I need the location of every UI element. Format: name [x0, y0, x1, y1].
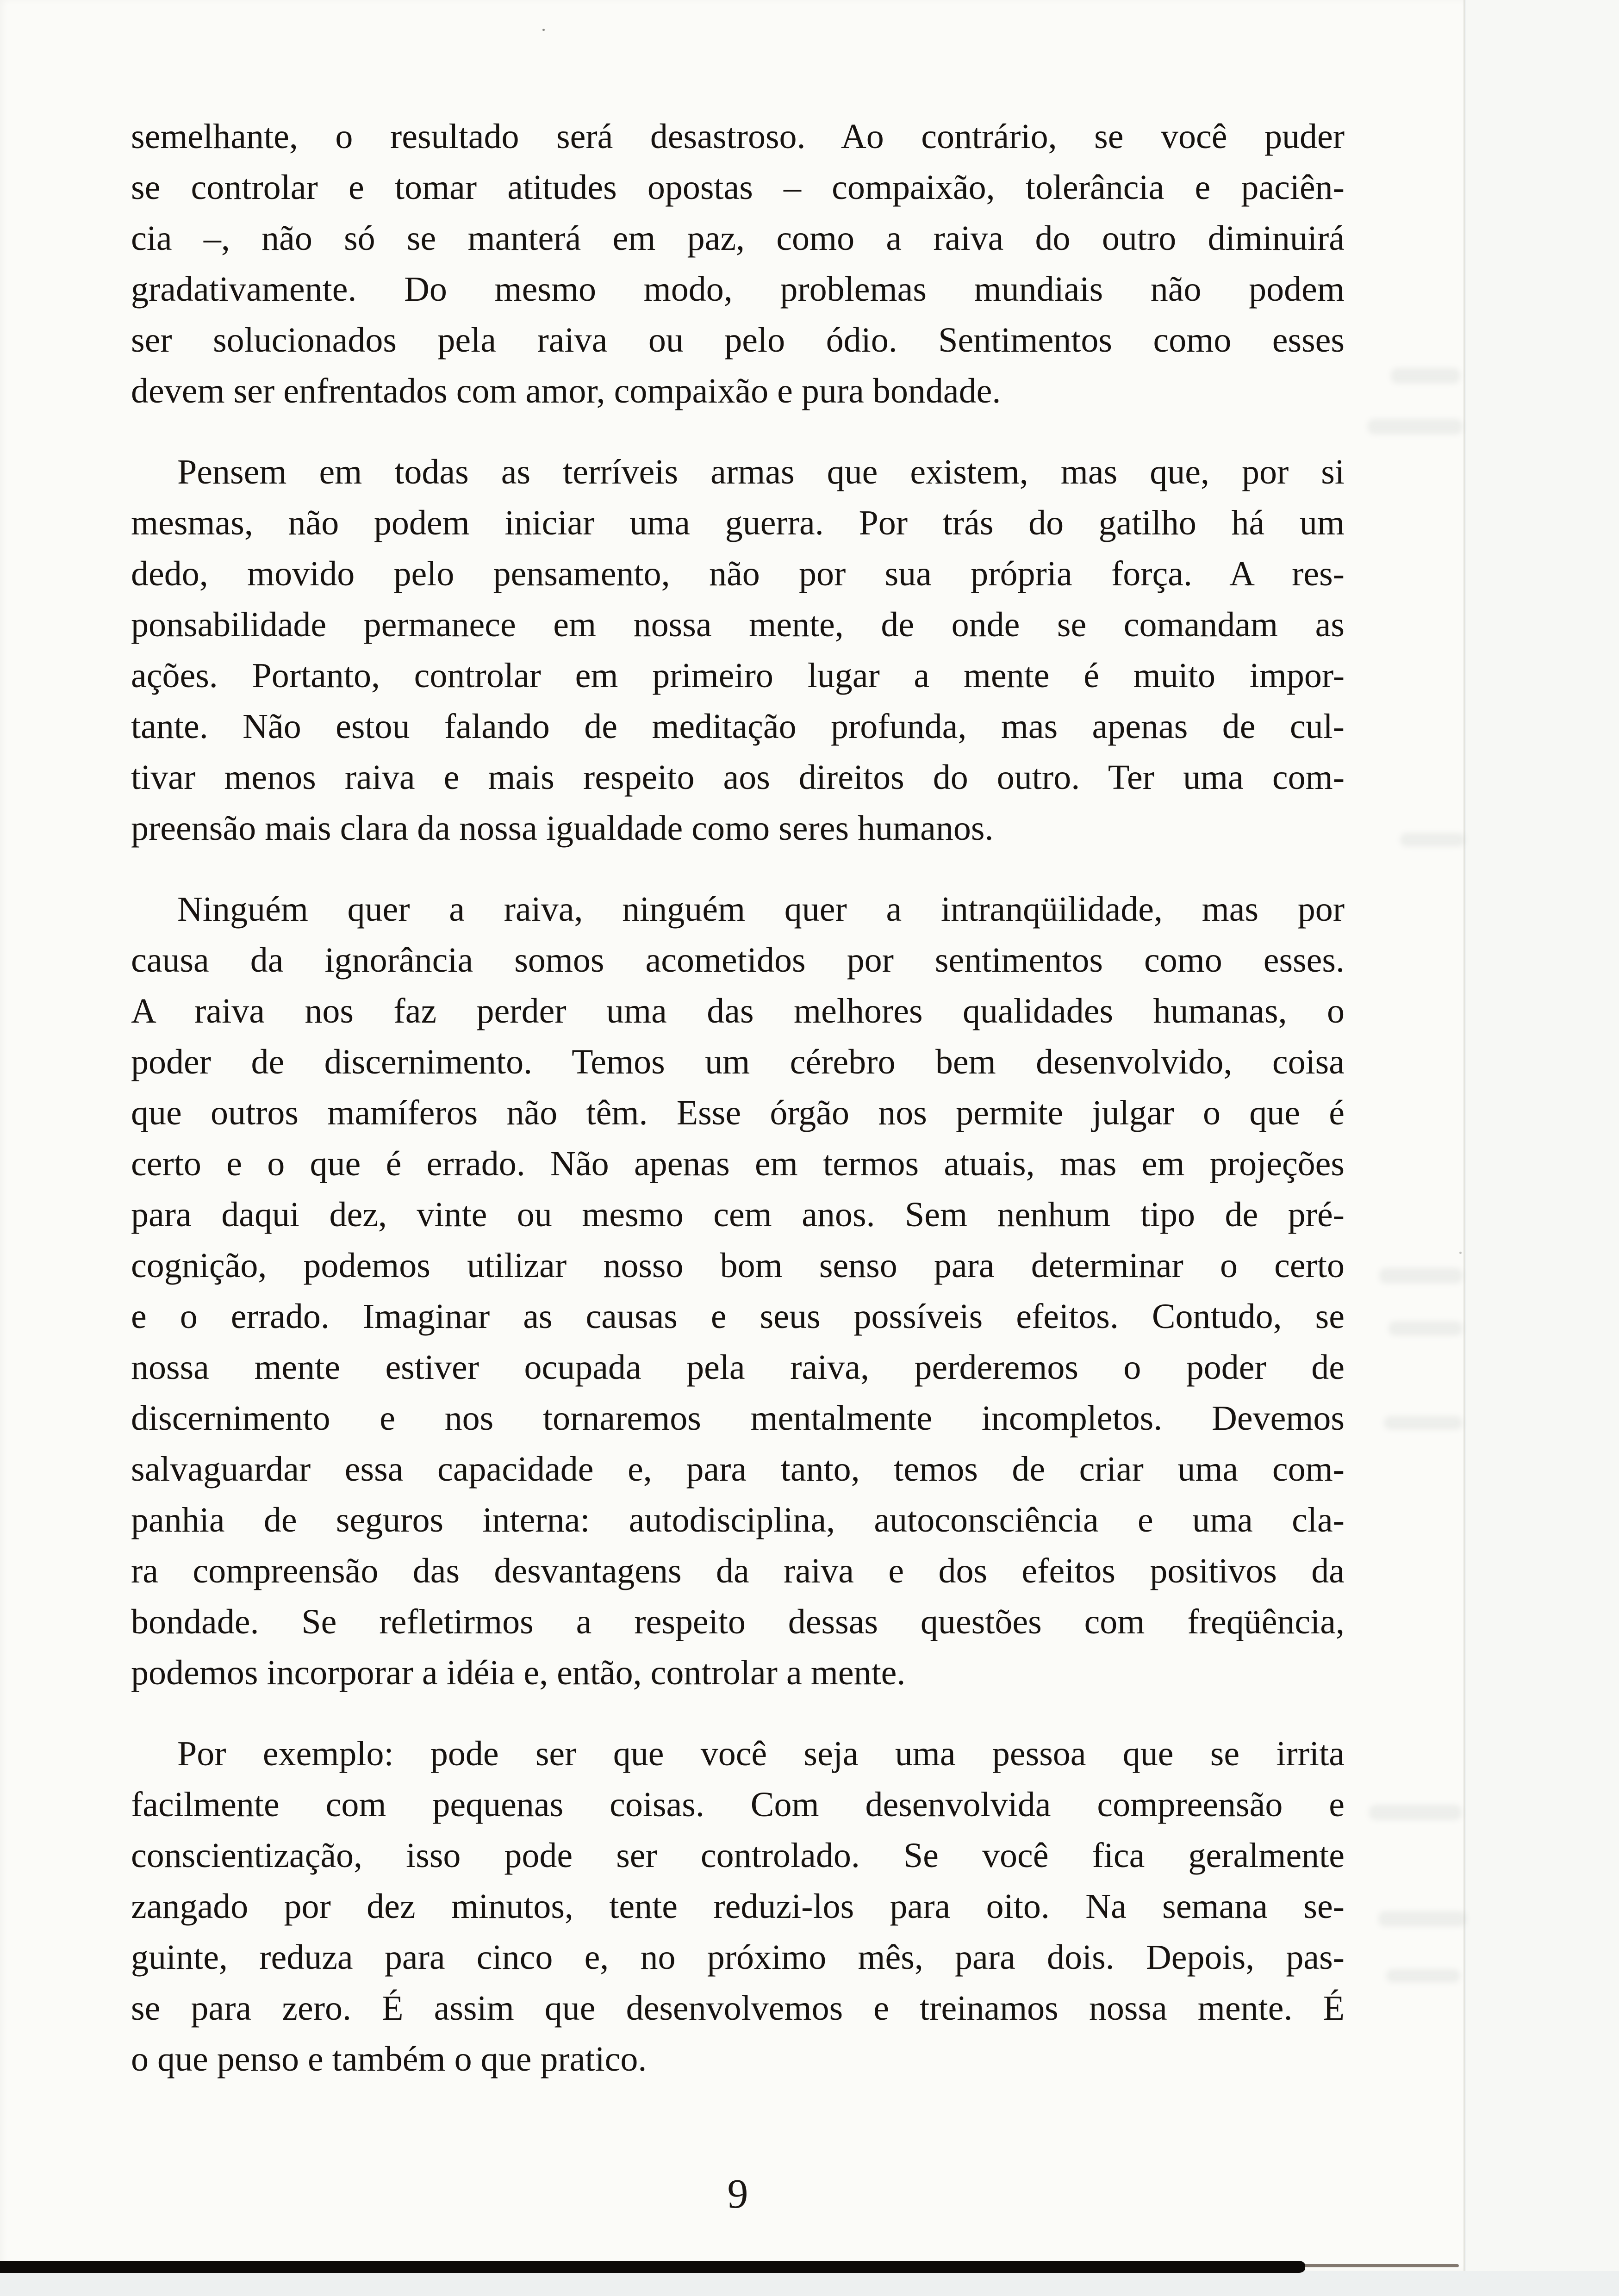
text-line: Por exemplo: pode ser que você seja uma pessoa que se irrita: [177, 1734, 1345, 1773]
text-line: que outros mamíferos não têm. Esse órgão nos permite julgar o que é: [131, 1093, 1345, 1132]
text-line: zangado por dez minutos, tente reduzi-los para oito. Na semana se-: [131, 1887, 1345, 1926]
text-line: o que penso e também o que pratico.: [131, 2040, 647, 2079]
scan-speck: [542, 29, 545, 31]
text-line: para daqui dez, vinte ou mesmo cem anos. Sem nenhum tipo de pré-: [131, 1195, 1345, 1234]
paragraph: [131, 884, 1345, 1698]
scan-speck: [1459, 1252, 1462, 1254]
text-line: facilmente com pequenas coisas. Com desenvolvida compreensão e: [131, 1785, 1345, 1824]
text-line: panhia de seguros interna: autodisciplina, autoconsciência e uma cla-: [131, 1501, 1345, 1539]
paragraph: [131, 111, 1345, 416]
text-line: conscientização, isso pode ser controlado. Se você fica geralmente: [131, 1836, 1345, 1875]
bleedthrough-smudge: [1386, 1969, 1460, 1983]
bleedthrough-smudge: [1384, 1416, 1463, 1430]
text-line: certo e o que é errado. Não apenas em termos atuais, mas em projeções: [131, 1144, 1345, 1183]
bleedthrough-smudge: [1369, 1805, 1462, 1820]
text-line: nossa mente estiver ocupada pela raiva, perderemos o poder de: [131, 1348, 1345, 1387]
text-line: gradativamente. Do mesmo modo, problemas mundiais não podem: [131, 270, 1345, 309]
bleedthrough-smudge: [1389, 1321, 1463, 1336]
text-column: [131, 111, 1345, 2085]
text-line: poder de discernimento. Temos um cérebro bem desenvolvido, coisa: [131, 1043, 1345, 1081]
text-line: semelhante, o resultado será desastroso. Ao contrário, se você puder: [131, 117, 1345, 156]
text-line: ponsabilidade permanece em nossa mente, de onde se comandam as: [131, 605, 1345, 644]
text-line: ações. Portanto, controlar em primeiro lugar a mente é muito impor-: [131, 656, 1345, 695]
text-line: causa da ignorância somos acometidos por sentimentos como esses.: [131, 941, 1345, 980]
text-line: guinte, reduza para cinco e, no próximo mês, para dois. Depois, pas-: [131, 1938, 1345, 1977]
text-line: A raiva nos faz perder uma das melhores qualidades humanas, o: [131, 992, 1345, 1030]
bleedthrough-smudge: [1400, 833, 1465, 847]
text-line: se controlar e tomar atitudes opostas – compaixão, tolerância e paciên-: [131, 168, 1345, 207]
paragraph: [131, 447, 1345, 854]
text-line: ra compreensão das desvantagens da raiva e dos efeitos positivos da: [131, 1551, 1345, 1590]
bleedthrough-smudge: [1368, 419, 1463, 434]
scanner-background-right: [1466, 0, 1619, 2271]
text-line: ser solucionados pela raiva ou pelo ódio. Sentimentos como esses: [131, 321, 1345, 360]
text-line: cognição, podemos utilizar nosso bom senso para determinar o certo: [131, 1246, 1345, 1285]
text-line: podemos incorporar a idéia e, então, controlar a mente.: [131, 1653, 906, 1692]
text-line: discernimento e nos tornaremos mentalmente incompletos. Devemos: [131, 1399, 1345, 1438]
paragraph: [131, 1728, 1345, 2085]
text-line: mesmas, não podem iniciar uma guerra. Por trás do gatilho há um: [131, 503, 1345, 542]
text-line: e o errado. Imaginar as causas e seus possíveis efeitos. Contudo, se: [131, 1297, 1345, 1336]
bleedthrough-smudge: [1378, 1911, 1466, 1927]
text-line: Ninguém quer a raiva, ninguém quer a intranqüilidade, mas por: [177, 890, 1345, 929]
text-line: Pensem em todas as terríveis armas que existem, mas que, por si: [177, 453, 1345, 491]
page-bottom-edge-shadow: [0, 2261, 1305, 2273]
text-line: tante. Não estou falando de meditação profunda, mas apenas de cul-: [131, 707, 1345, 746]
text-line: salvaguardar essa capacidade e, para tanto, temos de criar uma com-: [131, 1450, 1345, 1489]
page-number: 9: [727, 2171, 748, 2217]
text-line: dedo, movido pelo pensamento, não por sua própria força. A res-: [131, 554, 1345, 593]
scanner-background-bottom: [0, 2271, 1619, 2296]
text-line: bondade. Se refletirmos a respeito dessas questões com freqüência,: [131, 1602, 1345, 1641]
text-line: se para zero. É assim que desenvolvemos e treinamos nossa mente. É: [131, 1989, 1345, 2028]
bleedthrough-smudge: [1391, 368, 1460, 384]
text-line: cia –, não só se manterá em paz, como a raiva do outro diminuirá: [131, 219, 1345, 258]
text-line: tivar menos raiva e mais respeito aos direitos do outro. Ter uma com-: [131, 758, 1345, 797]
bleedthrough-smudge: [1379, 1268, 1463, 1284]
text-line: preensão mais clara da nossa igualdade como seres humanos.: [131, 809, 994, 848]
text-line: devem ser enfrentados com amor, compaixão e pura bondade.: [131, 372, 1001, 410]
